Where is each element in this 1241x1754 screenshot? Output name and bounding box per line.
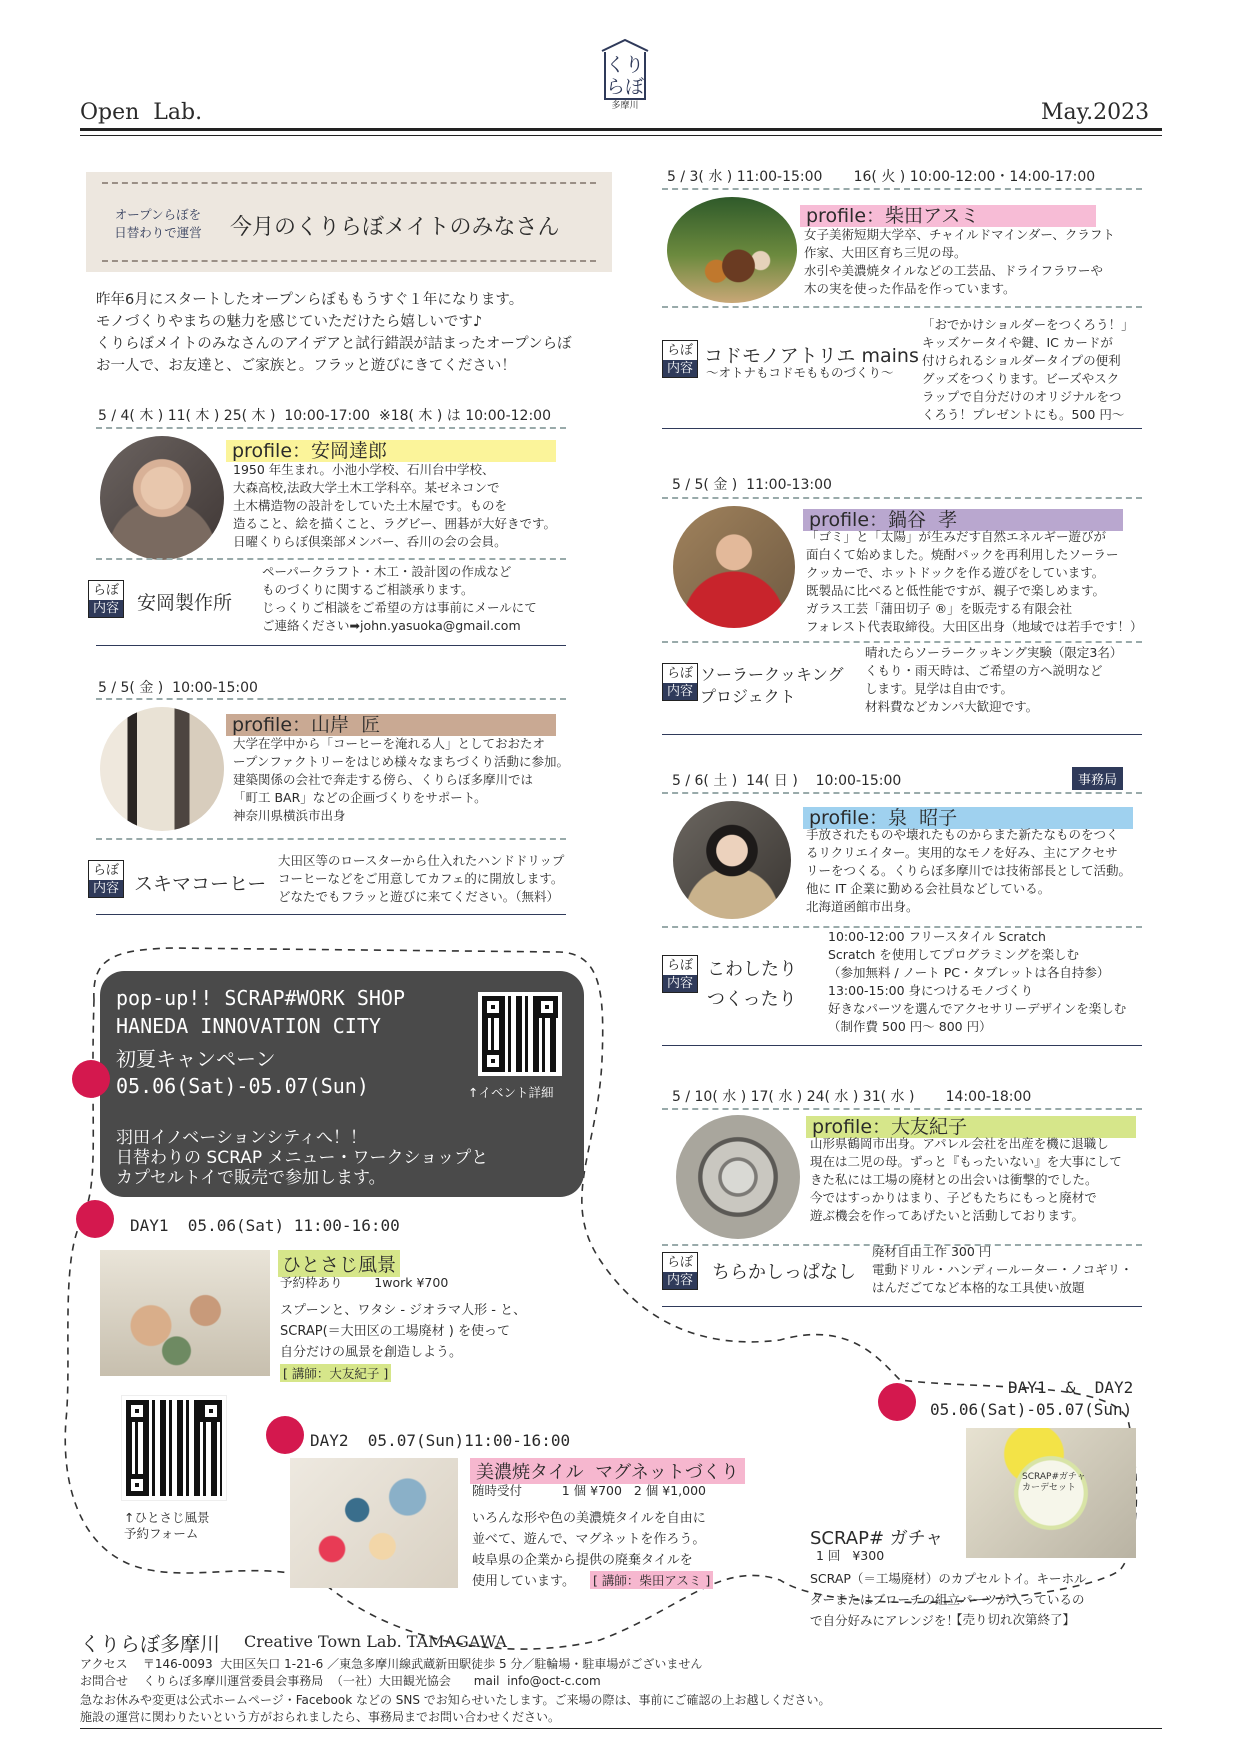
- footer-line4: 施設の運営に関わりたいという方がおられましたら、事務局までお問い合わせください。: [80, 1710, 561, 1724]
- rabo-label: らぼ 内容: [88, 860, 124, 898]
- profile-shibata: profile：柴田アスミ: [800, 205, 1096, 227]
- lab-desc-yasuoka: ペーパークラフト・木工・設計図の作成など ものづくりに関するご相談承ります。 じっくりご相談をご希望の方は事前にメールにて ご連絡ください➡john.yasuoka@gmail.com: [262, 564, 537, 633]
- intro-text: 昨年6月にスタートしたオープンらぼももうすぐ１年になります。 モノづくりやまちの魅力を感じていただけたら嬉しいです♪ くりらぼメイトのみなさんのアイデアと試行錯誤が詰まったオープンらぼ お一人で、お友達と、ご家族と。フラッと遊びにきてください！: [96, 292, 572, 374]
- lab-izumi: こわしたり つくったり: [707, 959, 797, 1010]
- rabo-label: らぼ 内容: [662, 955, 698, 993]
- lab-desc-nabeya: 晴れたらソーラークッキング実験（限定3名） くもり・雨天時は、ご希望の方へ説明など します。見学は自由です。 材料費などカンパ大歓迎です。: [865, 645, 1123, 714]
- day2-teacher: [ 講師：柴田アスミ ]: [590, 1571, 713, 1589]
- logo-sub: 多摩川: [604, 98, 646, 112]
- rabo-label: らぼ 内容: [662, 1252, 698, 1290]
- day1-heading: DAY1 05.06(Sat) 11:00-16:00: [130, 1216, 400, 1235]
- header-left: Open Lab.: [80, 100, 203, 125]
- schedule-shibata: 5 / 3( 水 ) 11:00-15:00 16( 火 ) 10:00-12:00・14:00-17:00: [667, 169, 1096, 185]
- rabo-label: らぼ 内容: [662, 663, 698, 701]
- day1-title: ひとさじ風景: [278, 1250, 400, 1277]
- schedule-nabeya: 5 / 5( 金 ) 11:00-13:00: [672, 477, 832, 493]
- day2-heading: DAY2 05.07(Sun)11:00-16:00: [310, 1431, 571, 1450]
- lab-nabeya: ソーラークッキング プロジェクト: [700, 665, 844, 706]
- event-dot: [72, 1060, 110, 1098]
- gacha-photo: [966, 1428, 1136, 1558]
- bio-izumi: 手放されたものや壊れたものからまた新たなものをつく るリクリエイター。実用的なモノを好み、主にアクセサ リーをつくる。くりらぼ多摩川では技術部長として活動。 他に IT 企業に勤める会社員などしている。 北海道函館市出身。: [806, 827, 1132, 914]
- lab-desc-izumi: 10:00-12:00 フリースタイル Scratch Scratch を使用してプログラミングを楽しむ （参加無料 / ノート PC・タブレットは各自持参） 13:00-15:00 身につけるモノづくり 好きなパーツを選んでアクセサリーデザインを楽しむ （制作費 500 円〜 800 円）: [828, 929, 1127, 1034]
- lab-desc-otomo: 廃材自由工作 300 円 電動ドリル・ハンディールーター・ノコギリ・ はんだごてなど本格的な工具使い放題: [872, 1244, 1133, 1295]
- footer-line3: 急なお休みや変更は公式ホームページ・Facebook などの SNS でお知らせいたします。ご来場の際は、事前にご確認の上お越しください。: [80, 1693, 831, 1707]
- lab-yamagishi: スキマコーヒー: [134, 873, 267, 895]
- schedule-otomo: 5 / 10( 水 ) 17( 水 ) 24( 水 ) 31( 水 ) 14:00-18:00: [672, 1089, 1032, 1105]
- day1-dot: [76, 1200, 114, 1238]
- lab-desc-yamagishi: 大田区等のロースターから仕入れたハンドドリップ コーヒーなどをご用意してカフェ的に開放します。 どなたでもフラッと遊びに来てください。（無料）: [278, 853, 565, 904]
- lab-otomo: ちらかしっぱなし: [712, 1262, 856, 1283]
- intro-banner-small: オープンらぼを 日替わりで運営: [114, 207, 202, 240]
- schedule-yamagishi: 5 / 5( 金 ) 10:00-15:00: [98, 680, 258, 696]
- day2-desc: いろんな形や色の美濃焼タイルを自由に 並べて、遊んで、マグネットを作ろう。 岐阜県の企業から提供の廃棄タイルを 使用しています。: [472, 1511, 706, 1589]
- gacha-dot: [878, 1383, 916, 1421]
- event-line1: pop-up!! SCRAP#WORK SHOP: [116, 986, 405, 1010]
- day1-qr-code[interactable]: [122, 1396, 226, 1500]
- bio-otomo: 山形県鶴岡市出身。アパレル会社を出産を機に退職し 現在は二児の母。ずっと『もったいない』を大事にして きた私には工場の廃材との出会いは衝撃的でした。 今ではすっかりはまり、子どもたちにもっと廃材で 遊ぶ機会を作ってあげたいと活動しております。: [810, 1136, 1122, 1223]
- gacha-heading1: DAY1 & DAY2: [1008, 1378, 1134, 1397]
- rabo-label: らぼ 内容: [662, 340, 698, 378]
- footer-name-jp: くりらぼ多摩川: [80, 1632, 220, 1656]
- day2-photo: [290, 1458, 458, 1588]
- logo-line1: くり: [606, 54, 645, 76]
- profile-nabeya: profile：鍋谷 孝: [803, 509, 1123, 531]
- day2-dot: [266, 1416, 304, 1454]
- gacha-title: SCRAP# ガチャ: [810, 1528, 944, 1549]
- event-line4: 05.06(Sat)-05.07(Sun): [116, 1074, 369, 1098]
- footer-name-en: Creative Town Lab. TAMAGAWA: [244, 1632, 507, 1651]
- logo-line2: らぼ: [606, 76, 645, 98]
- day1-sub: 予約枠あり 1work ¥700: [280, 1275, 449, 1290]
- rabo-label: らぼ 内容: [88, 580, 124, 618]
- profile-yasuoka: profile：安岡達郎: [226, 440, 556, 462]
- bio-nabeya: 「ゴミ」と「太陽」が生みだす自然エネルギー遊びが 面白くて始めました。焼酎パックを再利用したソーラー クッカーで、ホットドックを作る遊びをしています。 既製品に比べると低性能ですが、親子で楽しめます。 ガラス工芸「蒲田切子 ®」を販売する有限会社 フォレスト代表取締役。大田区出身（地域では若手です！）: [806, 529, 1143, 634]
- gacha-price: 1 回 ¥300: [816, 1548, 885, 1563]
- lab-sub-shibata: 〜オトナもコドモもものづくり〜: [706, 365, 894, 380]
- footer-line2: お問合せ くりらぼ多摩川運営委員会事務局 （一社）大田観光協会 mail info@oct-c.com: [80, 1674, 601, 1688]
- bio-yamagishi: 大学在学中から「コーヒーを淹れる人」としておおたオ ープンファクトリーをはじめ様々なまちづくり活動に参加。 建築関係の会社で奔走する傍ら、くりらぼ多摩川では 「町工 BAR」などの企画づくりをサポート。 神奈川県横浜市出身: [233, 736, 570, 823]
- day1-qr-caption: ↑ひとさじ風景 予約フォーム: [124, 1510, 210, 1541]
- intro-banner-title: 今月のくりらぼメイトのみなさん: [230, 215, 560, 240]
- badge-jimukyoku: 事務局: [1072, 767, 1123, 790]
- bio-yasuoka: 1950 年生まれ。小池小学校、石川台中学校、 大森高校,法政大学土木工学科卒。某ゼネコンで 土木構造物の設計をしていた土木屋です。ものを 造ること、絵を描くこと、ラグビー、囲碁が大好きです。 日曜くりらぼ倶楽部メンバー、呑川の会の会員。: [233, 462, 557, 549]
- profile-izumi: profile：泉 昭子: [803, 807, 1133, 829]
- event-desc: 羽田イノベーションシティへ！！ 日替わりの SCRAP メニュー・ワークショップと カプセルトイで販売で参加します。: [116, 1128, 489, 1188]
- lab-desc-shibata: 「おでかけショルダーをつくろう！」 キッズケータイや鍵、IC カードが 付けられるショルダータイプの便利 グッズをつくります。ビーズやスク ラップで自分だけのオリジナルをつ くろう！プレゼントにも。500 円〜: [922, 317, 1134, 422]
- profile-yamagishi: profile：山岸 匠: [226, 714, 556, 736]
- event-line3: 初夏キャンペーン: [116, 1047, 276, 1071]
- event-qr-caption: ↑イベント詳細: [468, 1085, 554, 1100]
- bio-shibata: 女子美術短期大学卒、チャイルドマインダー、クラフト 作家、大田区育ち三児の母。 水引や美濃焼タイルなどの工芸品、ドライフラワーや 木の実を使った作品を作っています。: [804, 227, 1115, 296]
- event-line2: HANEDA INNOVATION CITY: [116, 1014, 381, 1038]
- event-qr-code[interactable]: [478, 992, 562, 1076]
- lab-yasuoka: 安岡製作所: [137, 592, 233, 614]
- day1-teacher: [ 講師：大友紀子 ]: [280, 1364, 391, 1382]
- gacha-note: 【売り切れ次第終了】: [950, 1612, 1076, 1627]
- gacha-capsule-text: SCRAP#ガチャ カーデセット: [1022, 1472, 1086, 1493]
- gacha-heading2: 05.06(Sat)-05.07(Sun): [930, 1400, 1133, 1419]
- schedule-yasuoka: 5 / 4( 木 ) 11( 木 ) 25( 木 ) 10:00-17:00 ※18( 木 ) は 10:00-12:00: [98, 408, 551, 424]
- schedule-izumi: 5 / 6( 土 ) 14( 日 ) 10:00-15:00: [672, 773, 902, 789]
- profile-otomo: profile：大友紀子: [806, 1116, 1136, 1138]
- day1-photo: [100, 1250, 270, 1376]
- lab-shibata: コドモノアトリエ mains: [704, 345, 919, 367]
- day2-sub: 随時受付 1 個 ¥700 2 個 ¥1,000: [472, 1483, 707, 1498]
- gacha-desc: SCRAP（＝工場廃材）のカプセルトイ。キーホル ダーまたはブローチの組立パーツが入っているの で自分好みにアレンジを！: [810, 1571, 1087, 1628]
- footer-rule: [80, 1728, 1162, 1729]
- footer-line1: アクセス 〒146-0093 大田区矢口 1-21-6 ／東急多摩川線武蔵新田駅徒歩 5 分／駐輪場・駐車場がございません: [80, 1657, 703, 1671]
- header-right: May.2023: [1041, 100, 1150, 125]
- day1-desc: スプーンと、ワタシ - ジオラマ人形 - と、 SCRAP(＝大田区の工場廃材 ) を使って 自分だけの風景を創造しよう。: [280, 1303, 527, 1360]
- day2-title: 美濃焼タイル マグネットづくり: [470, 1458, 745, 1484]
